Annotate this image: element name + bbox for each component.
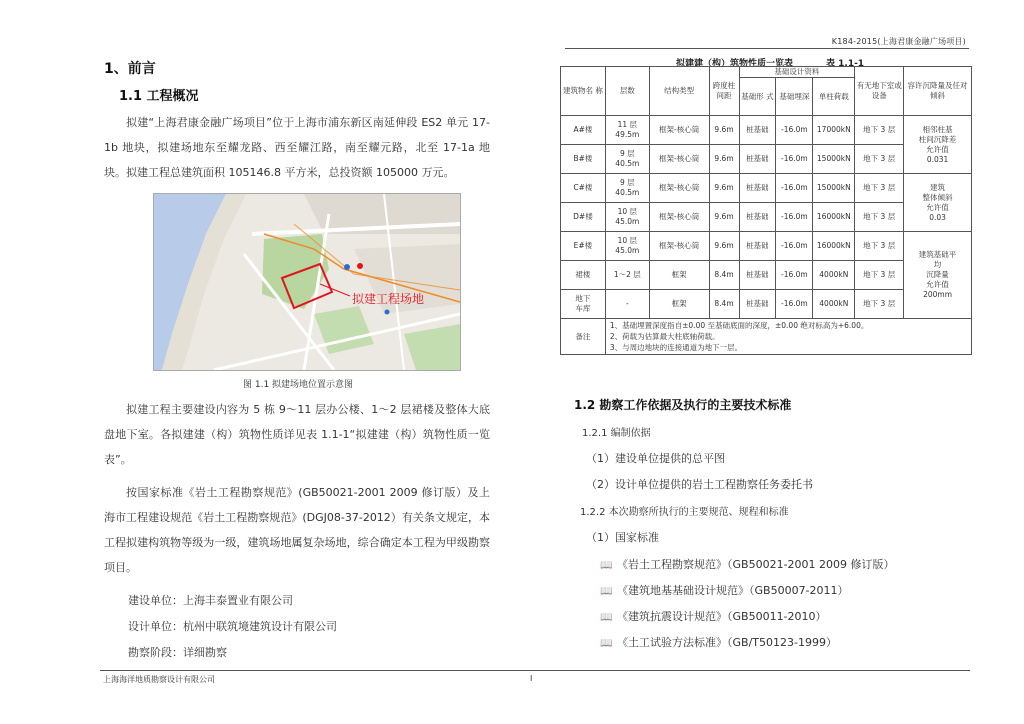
- site-location-map: [153, 193, 461, 371]
- cell-load: 15000kN: [813, 174, 855, 203]
- standard-title: 《建筑抗震设计规范》（GB50011-2010）: [617, 610, 827, 623]
- cell-basement: 地下 3 层: [855, 261, 904, 290]
- cell-floors: 9 层 40.5m: [605, 174, 649, 203]
- cell-spacing: 9.6m: [709, 232, 739, 261]
- basis-item-1: （1）建设单位提供的总平图: [586, 452, 725, 465]
- cell-floors: 9 层 40.5m: [605, 145, 649, 174]
- note-line: 3、与周边地块的连接通道为地下一层。: [609, 343, 743, 352]
- cell-basement: 地下 3 层: [855, 203, 904, 232]
- header-spacing: 跨度柱间距: [709, 67, 739, 116]
- header-floors: 层数: [605, 67, 649, 116]
- cell-structure: 框架-核心筒: [649, 203, 709, 232]
- map-pin: [344, 264, 350, 270]
- cell-name: E#楼: [561, 232, 606, 261]
- cell-tolerance: 建筑基础平 均 沉降量 允许值 200mm: [904, 232, 972, 319]
- cell-load: 4000kN: [813, 261, 855, 290]
- cell-floors: 11 层 49.5m: [605, 116, 649, 145]
- table-notes: [605, 319, 971, 355]
- header-underground: 有无地下室或设备: [855, 67, 904, 116]
- table-row: [561, 232, 972, 261]
- standard-item: [600, 608, 827, 624]
- cell-spacing: 8.4m: [709, 261, 739, 290]
- footer-organization: 上海海洋地质勘察设计有限公司: [103, 675, 215, 684]
- cell-structure: 框架-核心筒: [649, 174, 709, 203]
- standard-item: [600, 556, 895, 572]
- cell-depth: -16.0m: [776, 145, 813, 174]
- cell-name: C#楼: [561, 174, 606, 203]
- cell-load: 16000kN: [813, 232, 855, 261]
- book-icon: 📖: [600, 560, 613, 571]
- subsection-title-overview: 1.1 工程概况: [119, 89, 199, 104]
- table-row: [561, 116, 972, 145]
- book-icon: 📖: [600, 638, 613, 649]
- table-row: [561, 174, 972, 203]
- cell-tolerance: 相邻柱基 柱间沉降差 允许值 0.031: [904, 116, 972, 174]
- map-graphic: [154, 194, 460, 370]
- header-depth: 基础埋深: [776, 78, 813, 116]
- standard-title: 《建筑地基基础设计规范》（GB50007-2011）: [617, 584, 849, 597]
- cell-floors: 1～2 层: [605, 261, 649, 290]
- page-number: I: [530, 674, 533, 683]
- header-name: 建筑物名 称: [561, 67, 606, 116]
- cell-name: D#楼: [561, 203, 606, 232]
- table-number: 表 1.1-1: [826, 59, 865, 69]
- cell-structure: 框架: [649, 261, 709, 290]
- standard-title: 《岩土工程勘察规范》（GB50021-2001 2009 修订版）: [617, 558, 895, 571]
- note-line: 1、基础埋置深度指自±0.00 至基础底面的深度，±0.00 绝对标高为+6.00。: [609, 321, 869, 330]
- cell-basement: 地下 3 层: [855, 290, 904, 319]
- book-icon: 📖: [600, 586, 613, 597]
- cell-foundation: 桩基础: [739, 203, 776, 232]
- note-label: 备注: [561, 319, 606, 355]
- cell-spacing: 8.4m: [709, 290, 739, 319]
- cell-basement: 地下 3 层: [855, 174, 904, 203]
- cell-structure: 框架-核心筒: [649, 145, 709, 174]
- standards-paragraph: 按国家标准《岩土工程勘察规范》(GB50021-2001 2009 修订版）及上海市工程建设规范《岩土工程勘察规范》(DGJ08-37-2012）有关条文规定，本工程拟建构筑物等级为一级，建筑场地属复杂场地，综合确定本工程为甲级勘察项目。: [104, 486, 490, 574]
- table-title: 拟建建（构）筑物性质一览表: [676, 59, 794, 69]
- cell-foundation: 桩基础: [739, 145, 776, 174]
- basis-item-2: （2）设计单位提供的岩土工程勘察任务委托书: [586, 478, 813, 491]
- cell-spacing: 9.6m: [709, 145, 739, 174]
- header-foundation-form: 基础形 式: [739, 78, 776, 116]
- overview-paragraph: 拟建“上海君康金融广场项目”位于上海市浦东新区南延伸段 ES2 单元 17-1b 地块，拟建场地东至耀龙路、西至耀江路，南至耀元路，北至 17-1a 地块。拟建工程总建筑面积 105146.8 平方米，总投资额 105000 万元。: [104, 116, 490, 179]
- header-rule: [565, 48, 969, 49]
- section-title-basis: 1.2 勘察工作依据及执行的主要技术标准: [574, 398, 792, 412]
- building-properties-table: [560, 66, 972, 355]
- cell-depth: -16.0m: [776, 290, 813, 319]
- cell-basement: 地下 3 层: [855, 116, 904, 145]
- cell-structure: 框架-核心筒: [649, 116, 709, 145]
- cell-spacing: 9.6m: [709, 116, 739, 145]
- cell-foundation: 桩基础: [739, 290, 776, 319]
- cell-name: 裙楼: [561, 261, 606, 290]
- cell-tolerance: 建筑 整体倾斜 允许值 0.03: [904, 174, 972, 232]
- construction-unit: 建设单位：上海丰泰置业有限公司: [128, 594, 293, 607]
- cell-structure: 框架-核心筒: [649, 232, 709, 261]
- header-tolerance: 容许沉降量及任对倾斜: [904, 67, 972, 116]
- cell-foundation: 桩基础: [739, 174, 776, 203]
- subsection-121: 1.2.1 编制依据: [582, 428, 651, 439]
- cell-load: 17000kN: [813, 116, 855, 145]
- cell-foundation: 桩基础: [739, 116, 776, 145]
- cell-depth: -16.0m: [776, 174, 813, 203]
- footer-rule: [100, 670, 970, 671]
- map-pin: [357, 263, 363, 269]
- map-site-label: 拟建工程场地: [352, 292, 425, 306]
- cell-floors: 10 层 45.0m: [605, 203, 649, 232]
- standard-title: 《土工试验方法标准》（GB/T50123-1999）: [617, 636, 837, 649]
- cell-floors: -: [605, 290, 649, 319]
- cell-spacing: 9.6m: [709, 203, 739, 232]
- header-load: 单柱荷载: [813, 78, 855, 116]
- cell-depth: -16.0m: [776, 116, 813, 145]
- subsection-122: 1.2.2 本次勘察所执行的主要规范、规程和标准: [580, 507, 789, 518]
- cell-load: 15000kN: [813, 145, 855, 174]
- cell-basement: 地下 3 层: [855, 232, 904, 261]
- cell-depth: -16.0m: [776, 232, 813, 261]
- cell-name: 地下 车库: [561, 290, 606, 319]
- national-standards-label: （1）国家标准: [586, 531, 659, 544]
- cell-spacing: 9.6m: [709, 174, 739, 203]
- cell-depth: -16.0m: [776, 203, 813, 232]
- map-pin: [385, 310, 390, 315]
- document-code: K184-2015(上海君康金融广场项目): [831, 37, 966, 46]
- cell-structure: 框架: [649, 290, 709, 319]
- survey-stage: 勘察阶段：详细勘察: [128, 646, 227, 659]
- figure-caption: 图 1.1 拟建场地位置示意图: [243, 380, 354, 390]
- cell-load: 4000kN: [813, 290, 855, 319]
- cell-load: 16000kN: [813, 203, 855, 232]
- section-title-preface: 1、前言: [104, 61, 156, 77]
- cell-depth: -16.0m: [776, 261, 813, 290]
- cell-foundation: 桩基础: [739, 261, 776, 290]
- book-icon: 📖: [600, 612, 613, 623]
- cell-name: A#楼: [561, 116, 606, 145]
- header-structure: 结构类型: [649, 67, 709, 116]
- content-paragraph: 拟建工程主要建设内容为 5 栋 9～11 层办公楼、1～2 层裙楼及整体大底盘地下室。各拟建建（构）筑物性质详见表 1.1-1“拟建建（构）筑物性质一览表”。: [104, 403, 490, 466]
- header-foundation-group: 基础设计资料: [739, 67, 855, 78]
- cell-foundation: 桩基础: [739, 232, 776, 261]
- cell-name: B#楼: [561, 145, 606, 174]
- standard-item: [600, 634, 837, 650]
- note-line: 2、荷载为估算最大柱底轴荷载。: [609, 332, 720, 341]
- cell-basement: 地下 3 层: [855, 145, 904, 174]
- design-unit: 设计单位：杭州中联筑境建筑设计有限公司: [128, 620, 337, 633]
- standard-item: [600, 582, 849, 598]
- cell-floors: 10 层 45.0m: [605, 232, 649, 261]
